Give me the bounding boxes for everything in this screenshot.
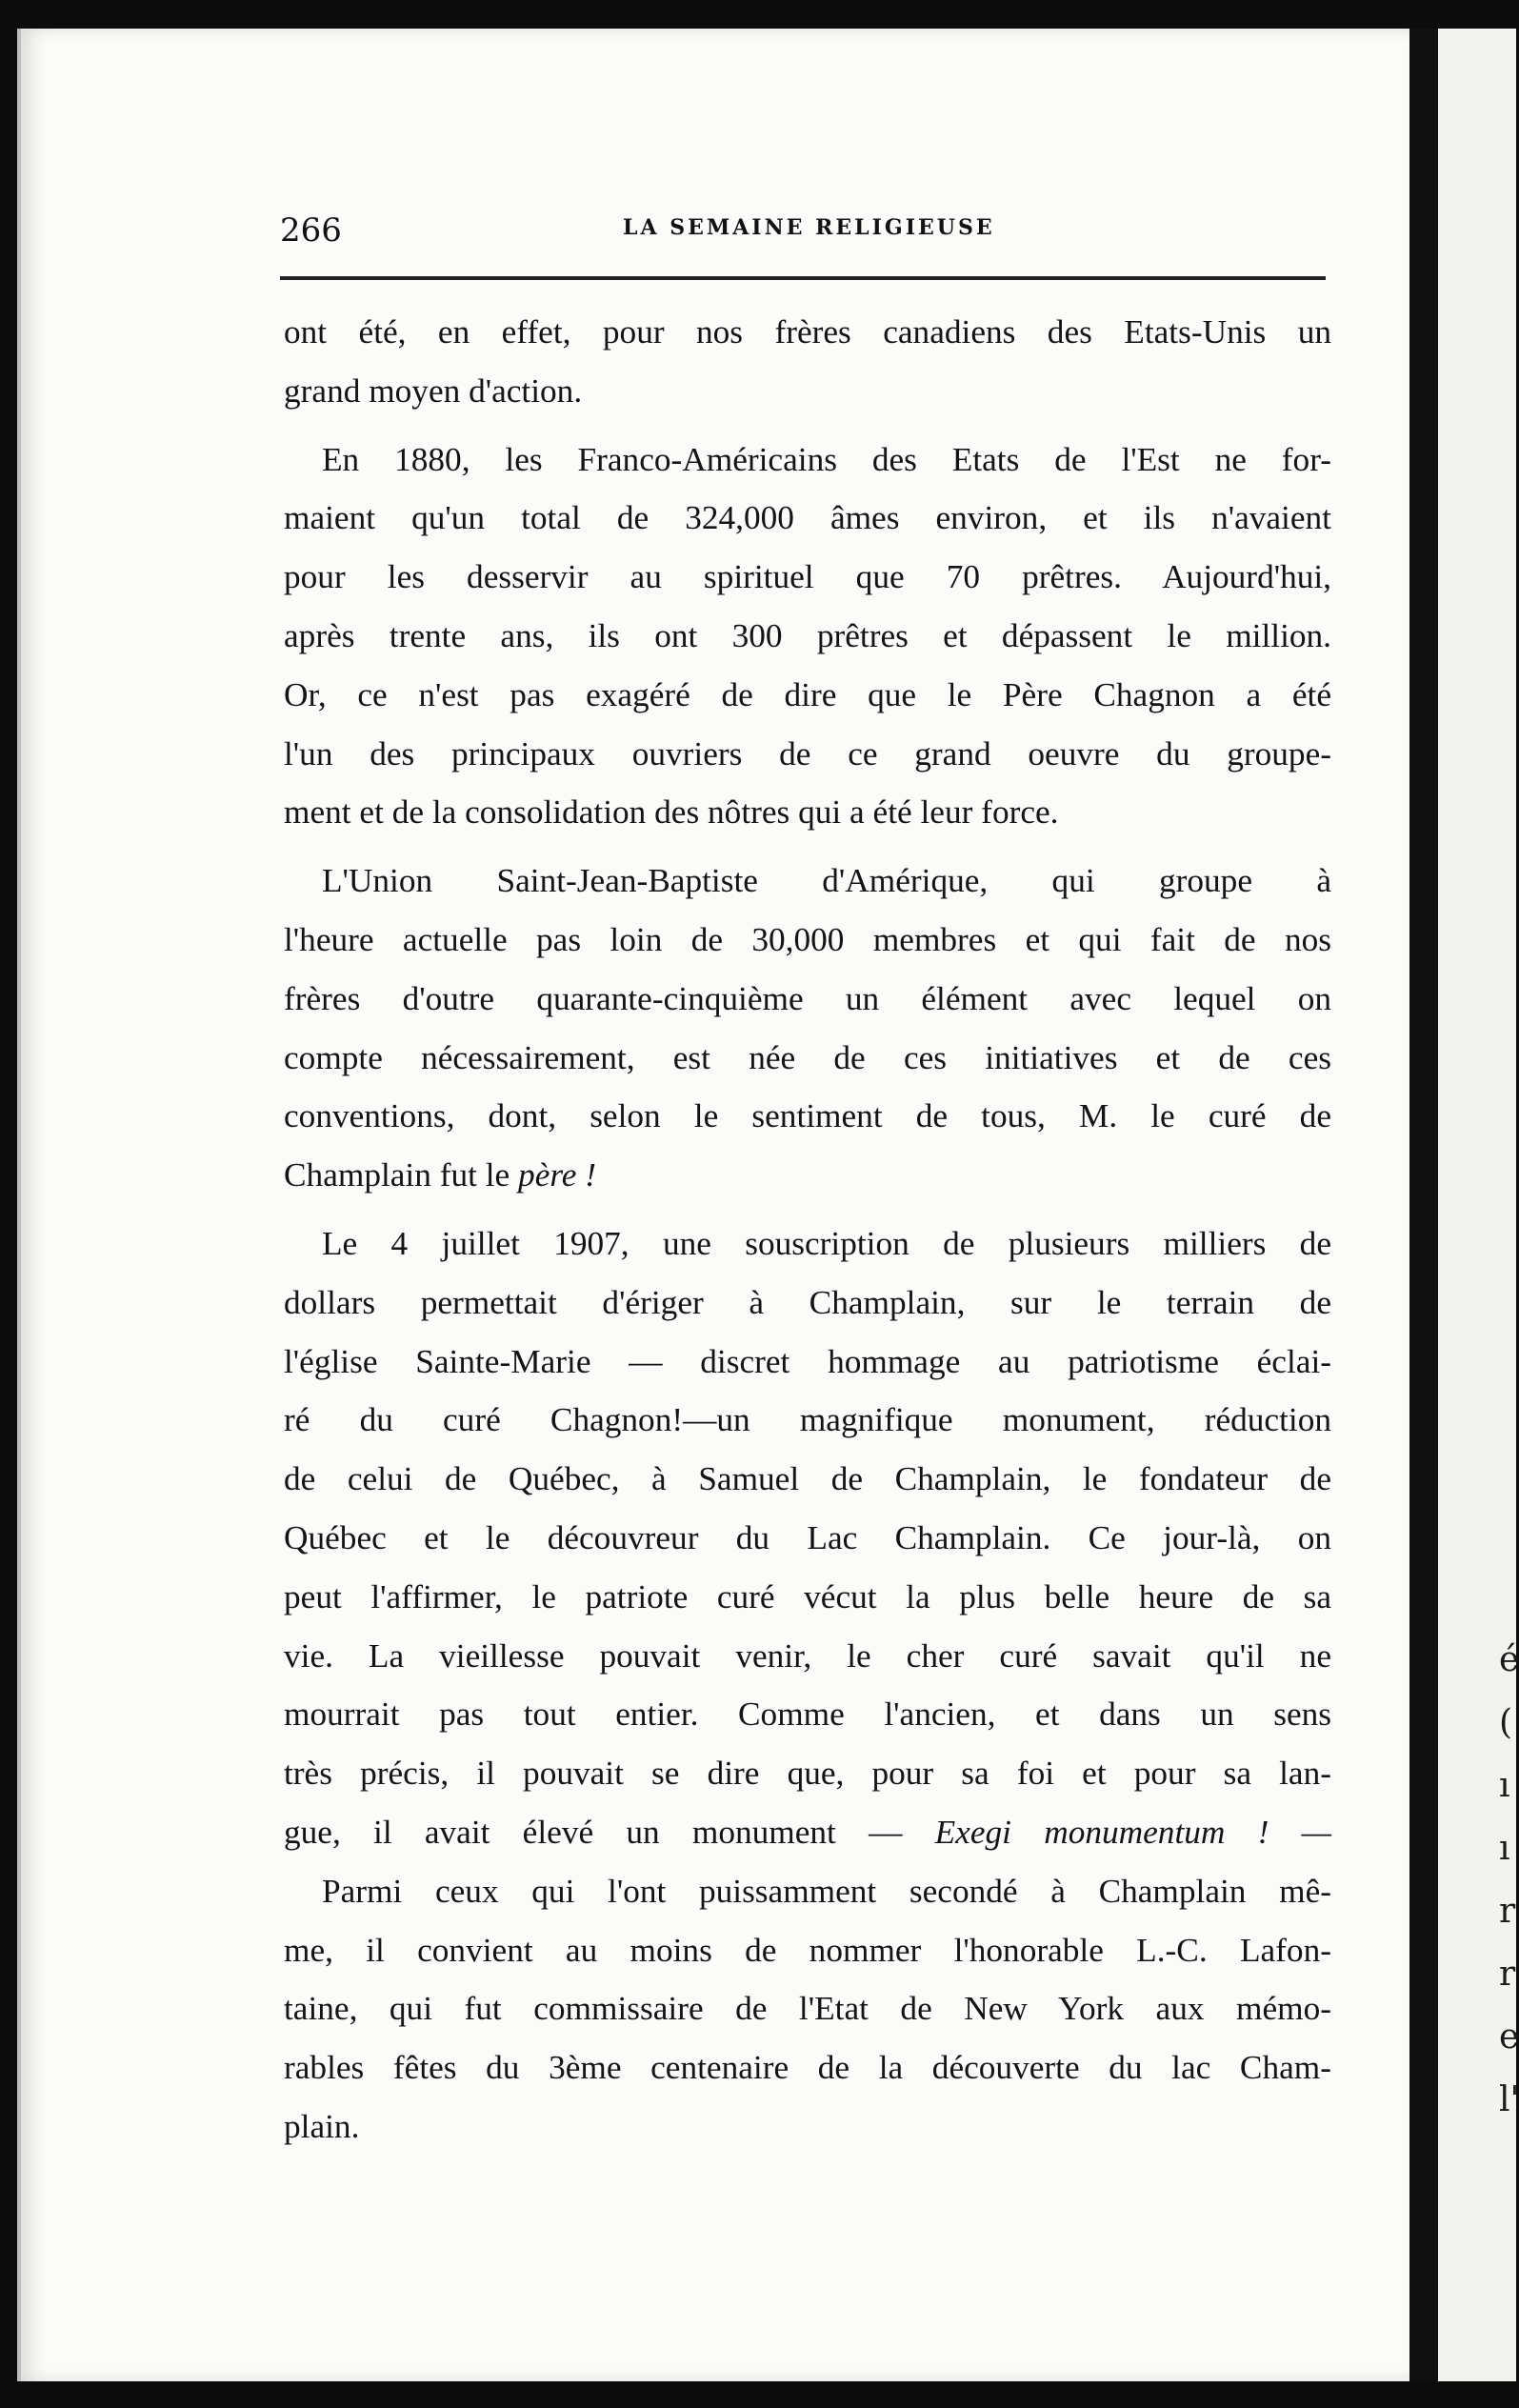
text-line: Québec et le découvreur du Lac Champlain. Ce jour-là, on	[284, 1518, 1331, 1556]
text-line: maient qu'un total de 324,000 âmes environ, et ils n'avaient	[284, 499, 1331, 537]
text-line: grand moyen d'action.	[284, 371, 583, 410]
text-fragment: gue, il avait élevé un monument —	[284, 1813, 935, 1851]
text-line: ment et de la consolidation des nôtres qui a été leur force.	[284, 793, 1059, 832]
emphasis-text: père !	[518, 1156, 597, 1194]
text-line: compte nécessairement, est née de ces initiatives et de ces	[284, 1038, 1331, 1076]
text-line: ont été, en effet, pour nos frères canadiens des Etats-Unis un	[284, 313, 1331, 351]
text-line	[284, 1146, 1331, 1205]
emphasis-text: Exegi monumentum ! —	[934, 1813, 1331, 1851]
running-title: LA SEMAINE RELIGIEUSE	[623, 215, 995, 240]
text-line: plain.	[284, 2107, 360, 2145]
text-line: très précis, il pouvait se dire que, pour sa foi et pour sa lan-	[284, 1755, 1331, 1793]
adjacent-page-letters: é ( ı ı r r e l'	[1499, 1640, 1519, 2119]
page-number: 266	[280, 211, 342, 250]
text-line: dollars permettait d'ériger à Champlain, sur le terrain de	[284, 1283, 1331, 1321]
text-line: mourrait pas tout entier. Comme l'ancien, et dans un sens	[284, 1696, 1331, 1734]
text-line: de celui de Québec, à Samuel de Champlain, le fondateur de	[284, 1460, 1331, 1498]
text-line: frères d'outre quarante-cinquième un élément avec lequel on	[284, 979, 1331, 1017]
text-line: L'Union Saint-Jean-Baptiste d'Amérique, qui groupe à	[322, 862, 1331, 900]
text-line: Parmi ceux qui l'ont puissamment secondé à Champlain mê-	[322, 1872, 1331, 1910]
paragraph-2	[284, 431, 1331, 843]
text-fragment: Champlain fut le	[284, 1156, 519, 1194]
text-line: Le 4 juillet 1907, une souscription de plusieurs milliers de	[322, 1224, 1331, 1262]
page-header	[280, 211, 1328, 259]
text-line: taine, qui fut commissaire de l'Etat de New York aux mémo-	[284, 1990, 1331, 2028]
text-line: peut l'affirmer, le patriote curé vécut la plus belle heure de sa	[284, 1577, 1331, 1615]
text-line: l'heure actuelle pas loin de 30,000 membres et qui fait de nos	[284, 920, 1331, 958]
text-line: après trente ans, ils ont 300 prêtres et dépassent le million.	[284, 616, 1331, 654]
paragraph-4	[284, 1214, 1331, 2157]
text-line: Or, ce n'est pas exagéré de dire que le Père Chagnon a été	[284, 675, 1331, 713]
body-text	[284, 303, 1331, 2157]
text-line: pour les desservir au spirituel que 70 prêtres. Aujourd'hui,	[284, 558, 1331, 596]
text-line: l'église Sainte-Marie — discret hommage au patriotisme éclai-	[284, 1342, 1331, 1380]
paragraph-3	[284, 852, 1331, 1205]
text-line: conventions, dont, selon le sentiment de tous, M. le curé de	[284, 1097, 1331, 1135]
text-line: me, il convient au moins de nommer l'honorable L.-C. Lafon-	[284, 1931, 1331, 1969]
text-line: ré du curé Chagnon!—un magnifique monument, réduction	[284, 1401, 1331, 1439]
text-line	[284, 1803, 1331, 1862]
paragraph-1	[284, 303, 1331, 421]
text-line: rables fêtes du 3ème centenaire de la découverte du lac Cham-	[284, 2049, 1331, 2087]
page-gutter	[1409, 29, 1438, 2381]
adjacent-page-edge	[1438, 29, 1519, 2381]
header-rule	[280, 276, 1326, 280]
text-line: En 1880, les Franco-Américains des Etats de l'Est ne for-	[322, 440, 1331, 478]
text-line: vie. La vieillesse pouvait venir, le cher curé savait qu'il ne	[284, 1636, 1331, 1675]
text-line: l'un des principaux ouvriers de ce grand oeuvre du groupe-	[284, 734, 1331, 773]
